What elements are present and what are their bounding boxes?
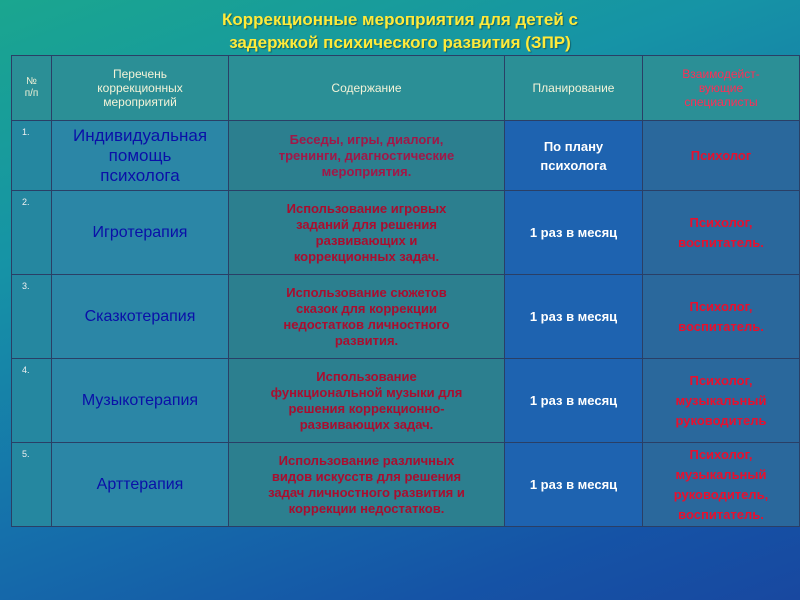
planning-cell	[505, 359, 643, 443]
specialists-cell	[643, 275, 800, 359]
content-line: тренинги, диагностические	[278, 147, 455, 163]
title-line: Коррекционные мероприятия для детей с	[222, 10, 578, 29]
row-number-cell	[12, 121, 52, 191]
content-cell	[229, 443, 505, 527]
header-text: п/п	[24, 88, 39, 99]
specialists-line: музыкальный	[675, 466, 767, 482]
corrective-measures-table	[11, 55, 800, 527]
specialists-line: руководитель,	[673, 486, 769, 502]
content-cell	[229, 191, 505, 275]
header-text: коррекционных	[97, 81, 183, 95]
row-number: 5.	[22, 449, 30, 459]
content-line: Использование различных	[278, 452, 455, 468]
header-text: мероприятий	[103, 95, 177, 109]
header-specialists	[643, 56, 800, 121]
table-row	[12, 191, 800, 275]
content-line: развития.	[334, 332, 399, 348]
content-line: коррекционных задач.	[293, 248, 440, 264]
measure-name-line: Индивидуальная	[72, 125, 208, 145]
specialists-cell	[643, 121, 800, 191]
header-text: вующие	[698, 81, 744, 95]
content-line: задач личностного развития и	[268, 484, 465, 500]
header-number	[12, 56, 52, 121]
header-planning	[505, 56, 643, 121]
content-line: недостатков личностного	[283, 316, 450, 332]
header-text: Перечень	[112, 67, 168, 81]
content-line: развивающих и	[315, 232, 418, 248]
content-line: заданий для решения	[296, 216, 437, 232]
content-line: Беседы, игры, диалоги,	[289, 131, 444, 147]
row-number: 1.	[22, 127, 30, 137]
planning-line: По плану	[543, 138, 604, 154]
planning-line: психолога	[540, 157, 607, 173]
planning-line: 1 раз в месяц	[529, 225, 618, 240]
row-number-cell	[12, 191, 52, 275]
content-line: решения коррекционно-	[288, 400, 445, 416]
planning-cell	[505, 275, 643, 359]
planning-line: 1 раз в месяц	[529, 309, 618, 324]
row-number-cell	[12, 359, 52, 443]
content-line: мероприятия.	[321, 163, 412, 179]
header-text: №	[26, 76, 37, 87]
row-number-cell	[12, 275, 52, 359]
table-row	[12, 359, 800, 443]
content-line: коррекции недостатков.	[288, 500, 445, 516]
planning-line: 1 раз в месяц	[529, 477, 618, 492]
content-line: Использование	[316, 368, 417, 384]
table-row	[12, 121, 800, 191]
content-line: Использование сюжетов	[286, 284, 447, 300]
content-line: Использование игровых	[286, 200, 447, 216]
measure-name-line: Игротерапия	[92, 224, 188, 241]
specialists-line: Психолог,	[689, 298, 753, 314]
header-content	[229, 56, 505, 121]
specialists-cell	[643, 359, 800, 443]
specialists-line: воспитатель.	[678, 234, 764, 250]
planning-cell	[505, 443, 643, 527]
specialists-line: Психолог,	[689, 214, 753, 230]
row-number: 2.	[22, 197, 30, 207]
table-row	[12, 275, 800, 359]
planning-line: 1 раз в месяц	[529, 393, 618, 408]
planning-cell	[505, 191, 643, 275]
measure-name-cell	[52, 443, 229, 527]
specialists-line: воспитатель.	[678, 506, 764, 522]
page-title	[0, 8, 800, 54]
measure-name-cell	[52, 191, 229, 275]
content-line: сказок для коррекции	[296, 300, 437, 316]
specialists-line: музыкальный	[675, 392, 767, 408]
measure-name-cell	[52, 359, 229, 443]
table-row	[12, 443, 800, 527]
measure-name-line: помощь	[108, 145, 172, 165]
row-number-cell	[12, 443, 52, 527]
measure-name-cell	[52, 275, 229, 359]
specialists-line: Психолог,	[689, 446, 753, 462]
header-text: Взаимодейст-	[682, 67, 760, 81]
header-text: Содержание	[331, 81, 402, 95]
header-list	[52, 56, 229, 121]
measure-name-line: Сказкотерапия	[84, 308, 196, 325]
row-number: 3.	[22, 281, 30, 291]
specialists-line: Психолог	[690, 147, 752, 163]
measure-name-line: Арттерапия	[96, 476, 184, 493]
specialists-line: воспитатель.	[678, 318, 764, 334]
planning-cell	[505, 121, 643, 191]
content-line: развивающих задач.	[299, 416, 434, 432]
table-header-row	[12, 56, 800, 121]
measure-name-line: психолога	[100, 165, 180, 185]
header-text: специалисты	[684, 95, 758, 109]
content-cell	[229, 275, 505, 359]
content-cell	[229, 359, 505, 443]
content-line: видов искусств для решения	[271, 468, 462, 484]
header-text: Планирование	[532, 81, 615, 95]
row-number: 4.	[22, 365, 30, 375]
specialists-cell	[643, 191, 800, 275]
measure-name-cell	[52, 121, 229, 191]
measure-name-line: Музыкотерапия	[81, 392, 199, 409]
specialists-cell	[643, 443, 800, 527]
title-line: задержкой психического развития (ЗПР)	[229, 33, 571, 52]
specialists-line: руководитель	[675, 412, 767, 428]
content-line: функциональной музыки для	[270, 384, 463, 400]
content-cell	[229, 121, 505, 191]
specialists-line: Психолог,	[689, 372, 753, 388]
